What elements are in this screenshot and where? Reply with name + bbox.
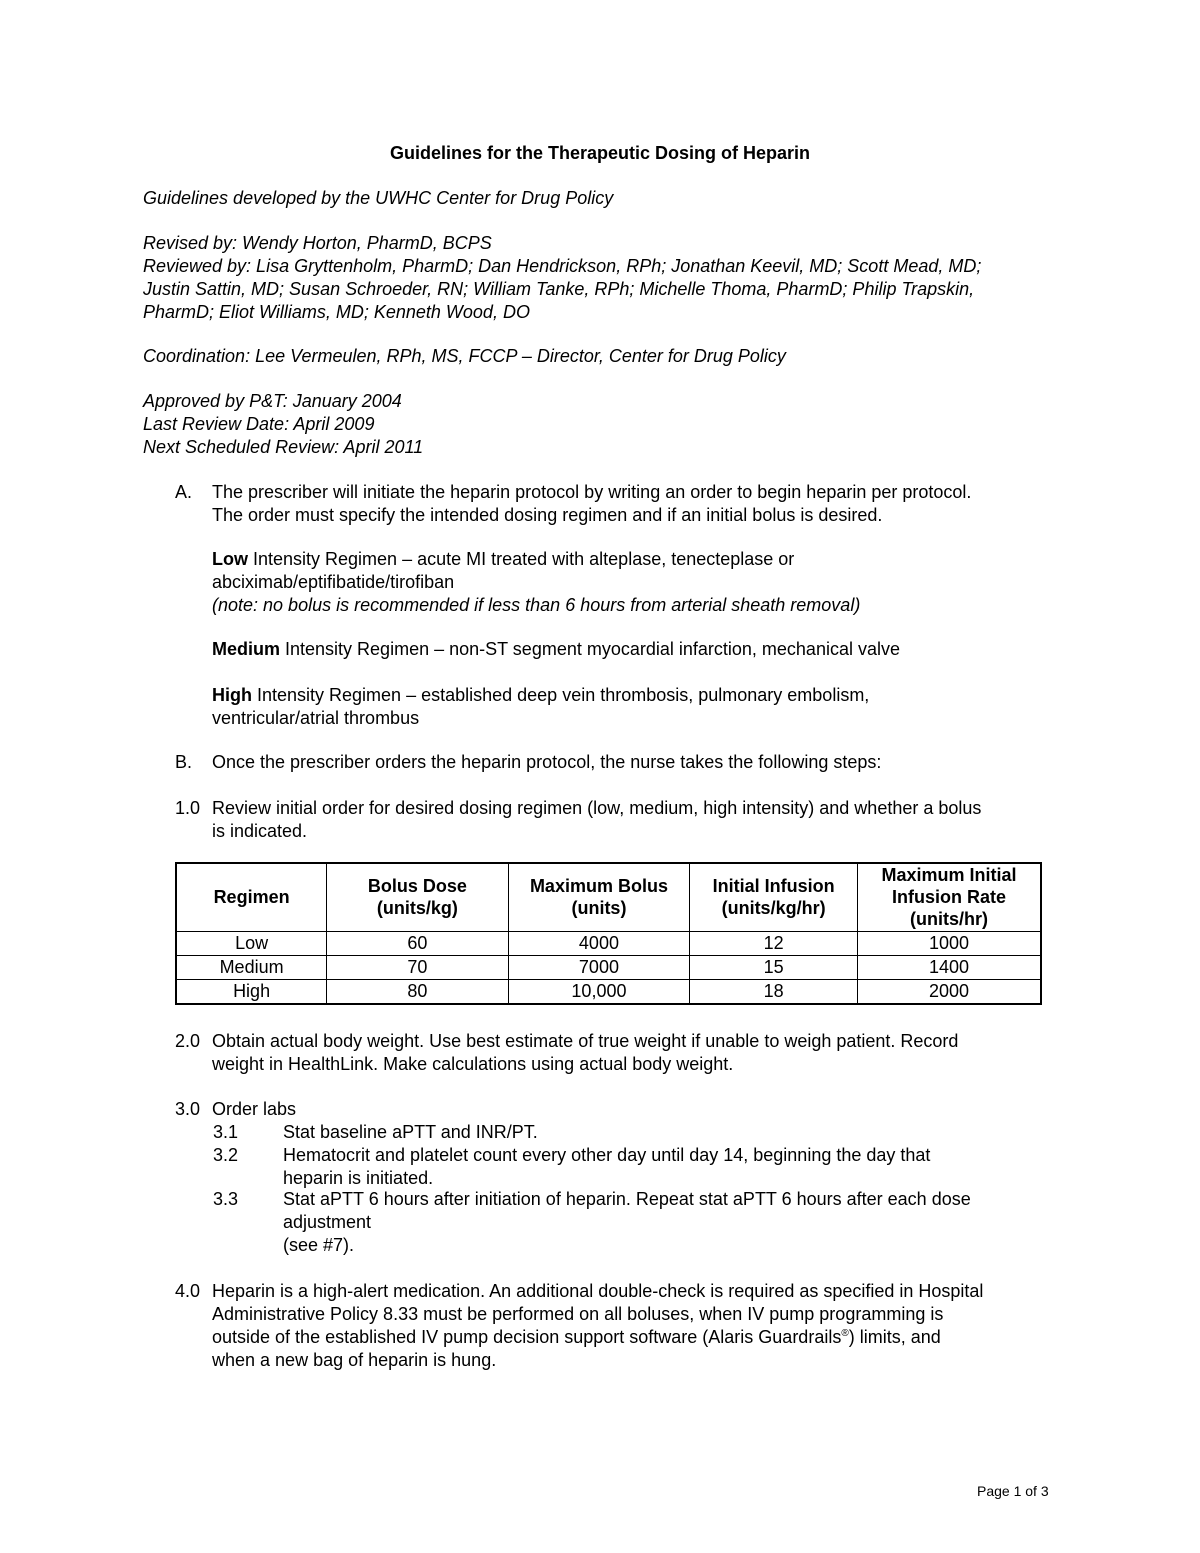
table-cell: Medium <box>176 955 327 979</box>
header-bolus-dose: Bolus Dose (units/kg) <box>327 863 509 931</box>
table-cell: 70 <box>327 955 509 979</box>
table-row <box>176 931 1041 955</box>
reviewed-by-line-3: PharmD; Eliot Williams, MD; Kenneth Wood, DO <box>143 302 530 322</box>
next-review-date: Next Scheduled Review: April 2011 <box>143 437 424 457</box>
step-3-number: 3.0 <box>175 1099 201 1119</box>
table-cell: High <box>176 979 327 1004</box>
low-regimen-note: (note: no bolus is recommended if less than 6 hours from arterial sheath removal) <box>212 595 861 615</box>
approved-date: Approved by P&T: January 2004 <box>143 391 402 411</box>
step-2-number: 2.0 <box>175 1031 201 1051</box>
step-1-line-2: is indicated. <box>212 821 308 841</box>
registered-mark: ® <box>841 1328 849 1339</box>
step-4-line-4: when a new bag of heparin is hung. <box>212 1350 497 1370</box>
header-maximum-initial-infusion-rate: Maximum Initial Infusion Rate (units/hr) <box>857 863 1041 931</box>
developed-by: Guidelines developed by the UWHC Center for Drug Policy <box>143 188 614 208</box>
header-regimen: Regimen <box>176 863 327 931</box>
section-a-line-2: The order must specify the intended dosing regimen and if an initial bolus is desired. <box>212 505 883 525</box>
table-cell: 2000 <box>857 979 1041 1004</box>
table-cell: 80 <box>327 979 509 1004</box>
step-3-2-line-2: heparin is initiated. <box>283 1168 434 1188</box>
step-4-line-3-start: outside of the established IV pump decision support software (Alaris Guardrails <box>212 1327 842 1347</box>
table-cell: 7000 <box>508 955 690 979</box>
step-3-3-line-3: (see #7). <box>283 1235 355 1255</box>
section-b-letter: B. <box>175 752 193 772</box>
coordination: Coordination: Lee Vermeulen, RPh, MS, FCCP – Director, Center for Drug Policy <box>143 346 786 366</box>
section-a-letter: A. <box>175 482 193 502</box>
step-2-line-2: weight in HealthLink. Make calculations using actual body weight. <box>212 1054 734 1074</box>
medium-regimen <box>212 638 1072 661</box>
table-row <box>176 955 1041 979</box>
table-cell: 12 <box>690 931 858 955</box>
step-1-number: 1.0 <box>175 798 201 818</box>
revised-by: Revised by: Wendy Horton, PharmD, BCPS <box>143 233 492 253</box>
step-1-line-1: Review initial order for desired dosing regimen (low, medium, high intensity) and whether a bolus <box>212 798 982 818</box>
table-cell: 18 <box>690 979 858 1004</box>
table-cell: 4000 <box>508 931 690 955</box>
table-cell: Low <box>176 931 327 955</box>
step-4-line-3 <box>212 1326 1072 1349</box>
medium-regimen-label: Medium <box>212 639 281 659</box>
step-4-line-1: Heparin is a high-alert medication. An additional double-check is required as specified in Hospital <box>212 1281 984 1301</box>
table-cell: 1400 <box>857 955 1041 979</box>
high-regimen-line-2: ventricular/atrial thrombus <box>212 708 420 728</box>
table-cell: 60 <box>327 931 509 955</box>
step-4-line-2: Administrative Policy 8.33 must be performed on all boluses, when IV pump programming is <box>212 1304 944 1324</box>
last-review-date: Last Review Date: April 2009 <box>143 414 375 434</box>
page-number: Page 1 of 3 <box>977 1483 1049 1499</box>
reviewed-by-line-1: Reviewed by: Lisa Gryttenholm, PharmD; Dan Hendrickson, RPh; Jonathan Keevil, MD; Scott Mead, MD; <box>143 256 982 276</box>
high-regimen-text: Intensity Regimen – established deep vein thrombosis, pulmonary embolism, <box>252 685 870 705</box>
step-3-2-line-1: Hematocrit and platelet count every other day until day 14, beginning the day that <box>283 1145 931 1165</box>
low-regimen-text: Intensity Regimen – acute MI treated with alteplase, tenecteplase or <box>248 549 795 569</box>
low-regimen-line-2: abciximab/eptifibatide/tirofiban <box>212 572 455 592</box>
section-a-line-1: The prescriber will initiate the heparin protocol by writing an order to begin heparin per protocol. <box>212 482 972 502</box>
low-regimen-label: Low <box>212 549 248 569</box>
step-4-line-3-end: ) limits, and <box>848 1327 941 1347</box>
high-regimen <box>212 684 1072 707</box>
dosing-table <box>175 862 1042 1005</box>
reviewed-by-line-2: Justin Sattin, MD; Susan Schroeder, RN; William Tanke, RPh; Michelle Thoma, PharmD; Philip Trapskin, <box>143 279 975 299</box>
low-regimen <box>212 548 1072 571</box>
table-cell: 1000 <box>857 931 1041 955</box>
step-3-1-number: 3.1 <box>213 1122 239 1142</box>
header-initial-infusion: Initial Infusion (units/kg/hr) <box>690 863 858 931</box>
step-3-text: Order labs <box>212 1099 297 1119</box>
section-b-text: Once the prescriber orders the heparin protocol, the nurse takes the following steps: <box>212 752 882 772</box>
step-3-3-line-1: Stat aPTT 6 hours after initiation of heparin. Repeat stat aPTT 6 hours after each dose <box>283 1189 971 1209</box>
step-3-3-number: 3.3 <box>213 1189 239 1209</box>
medium-regimen-text: Intensity Regimen – non-ST segment myocardial infarction, mechanical valve <box>280 639 900 659</box>
table-cell: 10,000 <box>508 979 690 1004</box>
table-cell: 15 <box>690 955 858 979</box>
table-header-row <box>176 863 1041 931</box>
table-row <box>176 979 1041 1004</box>
step-2-line-1: Obtain actual body weight. Use best estimate of true weight if unable to weigh patient. Record <box>212 1031 959 1051</box>
header-maximum-bolus: Maximum Bolus (units) <box>508 863 690 931</box>
step-4-number: 4.0 <box>175 1281 201 1301</box>
high-regimen-label: High <box>212 685 252 705</box>
step-3-3-line-2: adjustment <box>283 1212 372 1232</box>
step-3-1-line-1: Stat baseline aPTT and INR/PT. <box>283 1122 538 1142</box>
step-3-2-number: 3.2 <box>213 1145 239 1165</box>
document-title: Guidelines for the Therapeutic Dosing of Heparin <box>389 143 811 163</box>
